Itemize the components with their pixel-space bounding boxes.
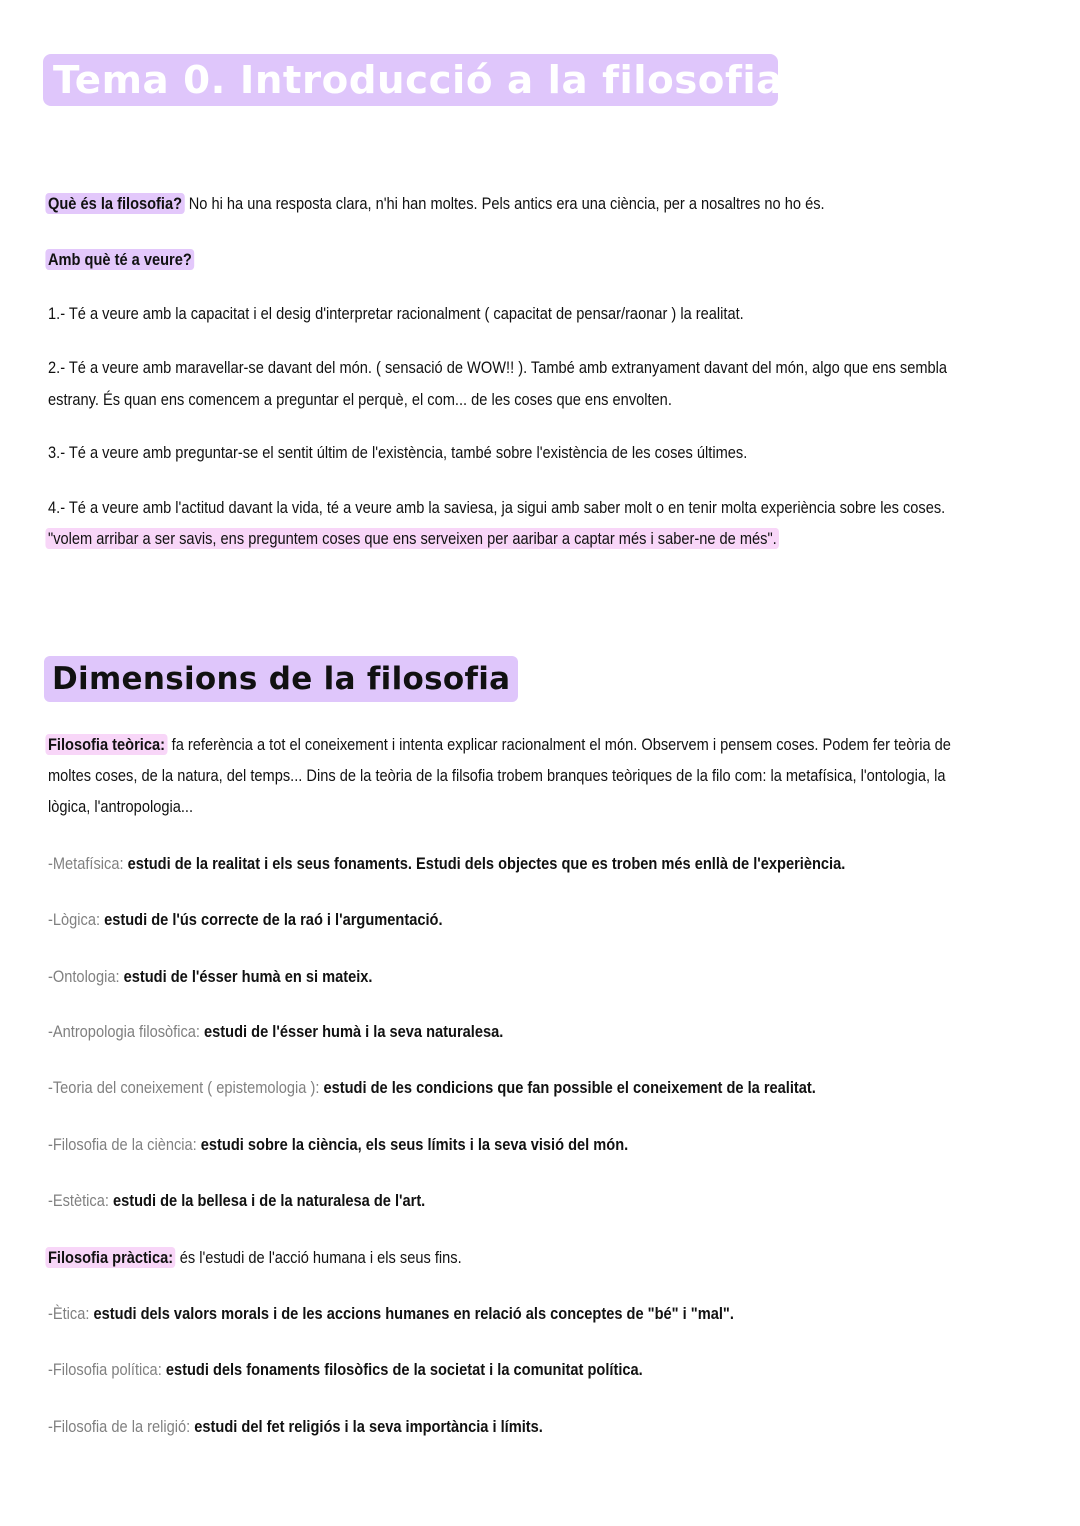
practical-line [48,1242,462,1273]
branch-ontologia [48,961,372,992]
point-4-quote: "volem arribar a ser savis, ens preguntem coses que ens serveixen per aaribar a captar més i saber-ne de més". [45,528,779,549]
branch-definition: estudi del fet religiós i la seva importància i límits. [190,1417,543,1436]
branch-filosofia-ciencia [48,1129,628,1160]
branch-term: -Antropologia filosòfica: [48,1022,200,1041]
branch-etica [48,1298,734,1329]
point-2-line-1 [48,352,947,383]
branch-term: -Teoria del coneixement ( epistemologia ): [48,1078,320,1097]
theoretical-text-1: fa referència a tot el coneixement i intenta explicar racionalment el món. Observem i pensem coses. Podem fer teòria de [167,735,951,754]
branch-definition: estudi de la bellesa i de la naturalesa de l'art. [108,1191,426,1210]
point-4-text: 4.- Té a veure amb l'actitud davant la vida, té a veure amb la saviesa, ja sigui amb saber molt o en tenir molta experiència sobre les coses. [48,498,946,517]
theoretical-line-3 [48,791,193,822]
intro-question-line [48,188,825,219]
point-1-text: 1.- Té a veure amb la capacitat i el desig d'interpretar racionalment ( capacitat de pensar/raonar ) la realitat. [48,304,744,323]
branch-estetica [48,1185,425,1216]
theoretical-text-2: moltes coses, de la natura, del temps... Dins de la teòria de la filsofia trobem branques teòriques de la filo com: la metafísica, l'ontologia, la [48,766,946,785]
intro-subheading-line [48,244,194,275]
branch-definition: estudi de la realitat i els seus fonaments. Estudi dels objectes que es troben més enllà de l'experiència. [123,854,846,873]
section-heading-box [44,656,518,702]
point-3 [48,437,747,468]
point-3-text: 3.- Té a veure amb preguntar-se el sentit últim de l'existència, també sobre l'existència de les coses últimes. [48,443,748,462]
branch-epistemologia [48,1072,816,1103]
branch-term: -Ontologia: [48,967,120,986]
theoretical-line-1 [48,729,951,760]
branch-term: -Metafísica: [48,854,124,873]
point-1 [48,298,744,329]
point-4-line-1 [48,492,945,523]
branch-term: -Ètica: [48,1304,90,1323]
practical-text: és l'estudi de l'acció humana i els seus fins. [175,1248,462,1267]
theoretical-line-2 [48,760,946,791]
point-4-quote-line [48,523,779,554]
point-2-line-2 [48,384,672,415]
branch-definition: estudi de l'ésser humà en si mateix. [119,967,373,986]
branch-term: -Estètica: [48,1191,109,1210]
branch-term: -Filosofia de la religió: [48,1417,191,1436]
page-title-box [43,54,783,106]
branch-term: -Filosofia de la ciència: [48,1135,197,1154]
branch-definition: estudi dels fonaments filosòfics de la societat i la comunitat política. [161,1360,643,1379]
branch-definition: estudi de les condicions que fan possible el coneixement de la realitat. [319,1078,816,1097]
branch-filosofia-politica [48,1354,643,1385]
question-label: Què és la filosofia? [45,193,184,214]
branch-definition: estudi sobre la ciència, els seus límits i la seva visió del món. [196,1135,629,1154]
theoretical-label: Filosofia teòrica: [45,734,167,755]
branch-definition: estudi dels valors morals i de les accions humanes en relació als conceptes de "bé" i "mal". [89,1304,734,1323]
branch-definition: estudi de l'ésser humà i la seva naturalesa. [199,1022,504,1041]
branch-antropologia [48,1016,503,1047]
page-title: Tema 0. Introducció a la filosofia [53,58,783,102]
branch-term: -Filosofia política: [48,1360,162,1379]
point-2-text-1: 2.- Té a veure amb maravellar-se davant del món. ( sensació de WOW!! ). També amb extranyament davant del món, algo que ens sembla [48,358,948,377]
branch-filosofia-religio [48,1411,543,1442]
branch-definition: estudi de l'ús correcte de la raó i l'argumentació. [100,910,443,929]
branch-metafisica [48,848,845,879]
practical-label: Filosofia pràctica: [45,1247,175,1268]
theoretical-text-3: lògica, l'antropologia... [48,797,194,816]
section-heading: Dimensions de la filosofia [52,661,511,697]
intro-subheading: Amb què té a veure? [45,249,194,270]
branch-term: -Lògica: [48,910,101,929]
point-2-text-2: estrany. És quan ens comencem a preguntar el perquè, el com... de les coses que ens envolten. [48,390,672,409]
question-answer: No hi ha una resposta clara, n'hi han moltes. Pels antics era una ciència, per a nosaltres no ho és. [188,194,825,213]
branch-logica [48,904,443,935]
